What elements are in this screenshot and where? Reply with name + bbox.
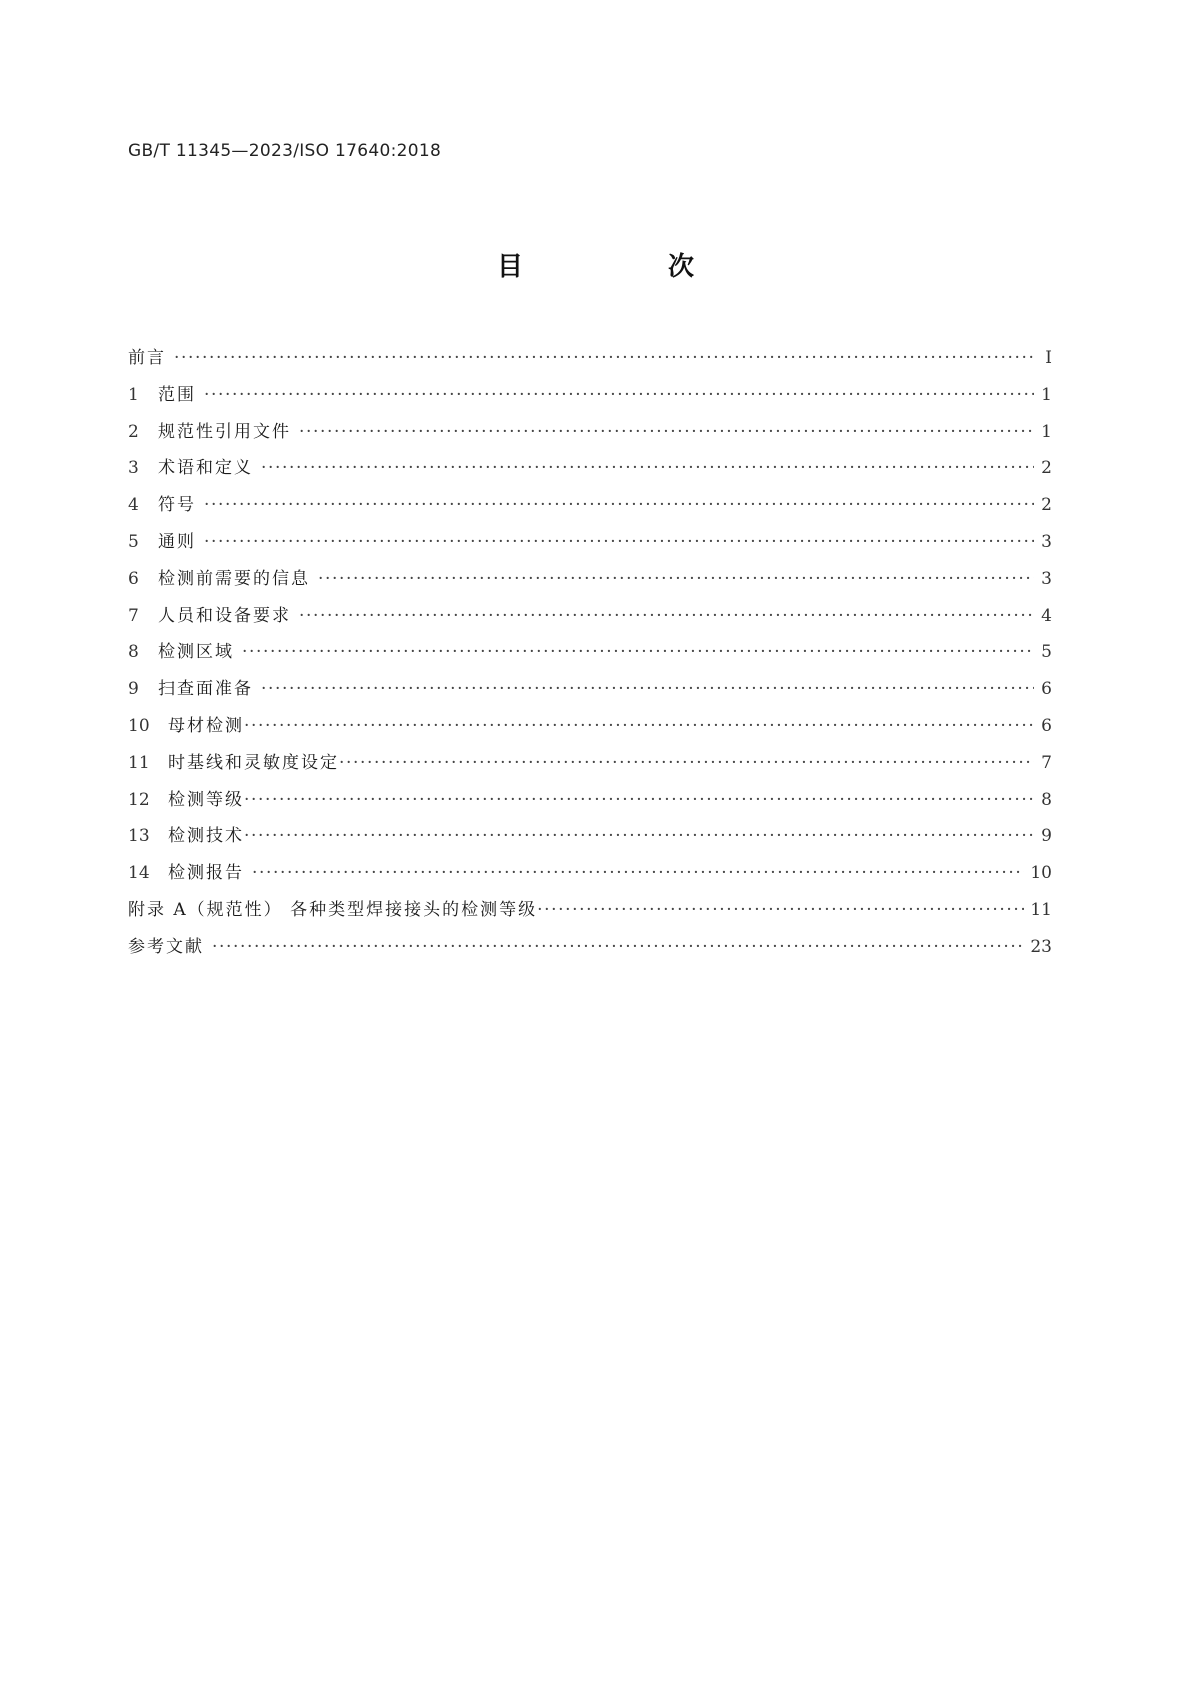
toc-entry-symbols[interactable] <box>128 490 1052 527</box>
toc-entry-title: 术语和定义 <box>158 458 253 479</box>
toc-entry-parent-metal[interactable] <box>128 711 1052 748</box>
toc-entry-number: 10 <box>128 715 150 736</box>
toc-entry-title: 前言 <box>128 348 166 368</box>
dot-leader <box>261 679 1034 699</box>
toc-entry-annex-a[interactable] <box>128 895 1052 932</box>
toc-entry-test-report[interactable] <box>128 858 1052 895</box>
toc-entry-testing-techniques[interactable] <box>128 821 1052 858</box>
toc-entry-page: 8 <box>1041 789 1052 810</box>
dot-leader <box>261 458 1034 478</box>
dot-leader <box>212 937 1024 957</box>
toc-entry-title: 检测报告 <box>168 863 244 884</box>
dot-leader <box>244 790 1034 810</box>
toc-entry-normative-references[interactable] <box>128 417 1052 454</box>
dot-leader <box>204 385 1034 405</box>
toc-entry-testing-levels[interactable] <box>128 785 1052 822</box>
dot-leader <box>242 642 1034 662</box>
toc-entry-title: 附录 A（规范性） 各种类型焊接接头的检测等级 <box>128 899 538 920</box>
toc-entry-title: 检测等级 <box>168 789 244 810</box>
standard-code: GB/T 11345—2023/ISO 17640:2018 <box>128 141 442 161</box>
toc-entry-title: 时基线和灵敏度设定 <box>168 752 339 773</box>
toc-entry-number: 12 <box>128 789 150 810</box>
dot-leader <box>244 716 1034 736</box>
toc-entry-number: 13 <box>128 826 150 847</box>
toc-entry-title: 检测技术 <box>168 826 244 847</box>
toc-entry-title: 范围 <box>158 384 196 405</box>
dot-leader <box>318 569 1034 589</box>
toc-entry-personnel-equipment[interactable] <box>128 601 1052 638</box>
toc-entry-page: 1 <box>1041 384 1052 405</box>
dot-leader <box>252 863 1024 883</box>
toc-entry-scanning-surface[interactable] <box>128 674 1052 711</box>
toc-entry-number: 7 <box>128 605 139 626</box>
toc-entry-title: 检测区域 <box>158 642 234 663</box>
toc-entry-number: 11 <box>128 752 150 773</box>
toc-entry-page: 10 <box>1030 863 1052 884</box>
toc-entry-page: 3 <box>1041 531 1052 552</box>
toc-entry-testing-volume[interactable] <box>128 637 1052 674</box>
toc-entry-title: 符号 <box>158 495 196 516</box>
toc-entry-number: 1 <box>128 384 139 405</box>
page-title: 目 次 <box>496 252 763 282</box>
toc-entry-title: 人员和设备要求 <box>158 605 291 626</box>
dot-leader <box>244 826 1034 846</box>
toc-entry-title: 通则 <box>158 531 196 552</box>
toc-entry-number: 8 <box>128 642 139 663</box>
toc-entry-title: 检测前需要的信息 <box>158 568 310 589</box>
toc-entry-page: 2 <box>1041 458 1052 479</box>
toc-entry-number: 6 <box>128 568 139 589</box>
toc-entry-page: 4 <box>1041 605 1052 626</box>
toc-entry-title: 规范性引用文件 <box>158 421 291 442</box>
toc-entry-page: 2 <box>1041 495 1052 516</box>
toc-entry-page: 5 <box>1041 642 1052 663</box>
toc-entry-title: 扫查面准备 <box>158 679 253 700</box>
dot-leader <box>299 422 1034 442</box>
toc-entry-general[interactable] <box>128 527 1052 564</box>
toc-entry-information-required[interactable] <box>128 564 1052 601</box>
toc-entry-page: 1 <box>1041 421 1052 442</box>
toc-entry-number: 2 <box>128 421 139 442</box>
dot-leader <box>204 532 1034 552</box>
toc-entry-title: 母材检测 <box>168 715 244 736</box>
toc-entry-terms-definitions[interactable] <box>128 453 1052 490</box>
toc-entry-page: 6 <box>1041 715 1052 736</box>
toc-entry-page: 23 <box>1030 936 1052 957</box>
toc-entry-number: 3 <box>128 458 139 479</box>
toc-entry-page: 9 <box>1041 826 1052 847</box>
dot-leader <box>174 348 1034 368</box>
toc-entry-time-base-sensitivity[interactable] <box>128 748 1052 785</box>
toc-entry-foreword[interactable] <box>128 343 1052 380</box>
dot-leader <box>339 753 1034 773</box>
dot-leader <box>204 495 1034 515</box>
toc-entry-page: 11 <box>1030 899 1052 920</box>
toc-entry-number: 9 <box>128 679 139 700</box>
toc-entry-page: Ⅰ <box>1045 348 1052 368</box>
table-of-contents <box>128 343 1052 969</box>
toc-entry-page: 7 <box>1041 752 1052 773</box>
toc-entry-scope[interactable] <box>128 380 1052 417</box>
toc-entry-page: 6 <box>1041 679 1052 700</box>
toc-entry-bibliography[interactable] <box>128 932 1052 969</box>
toc-entry-number: 4 <box>128 495 139 516</box>
toc-entry-page: 3 <box>1041 568 1052 589</box>
dot-leader <box>537 900 1024 920</box>
dot-leader <box>299 606 1034 626</box>
toc-entry-number: 14 <box>128 863 150 884</box>
toc-entry-title: 参考文献 <box>128 936 204 957</box>
toc-entry-number: 5 <box>128 531 139 552</box>
